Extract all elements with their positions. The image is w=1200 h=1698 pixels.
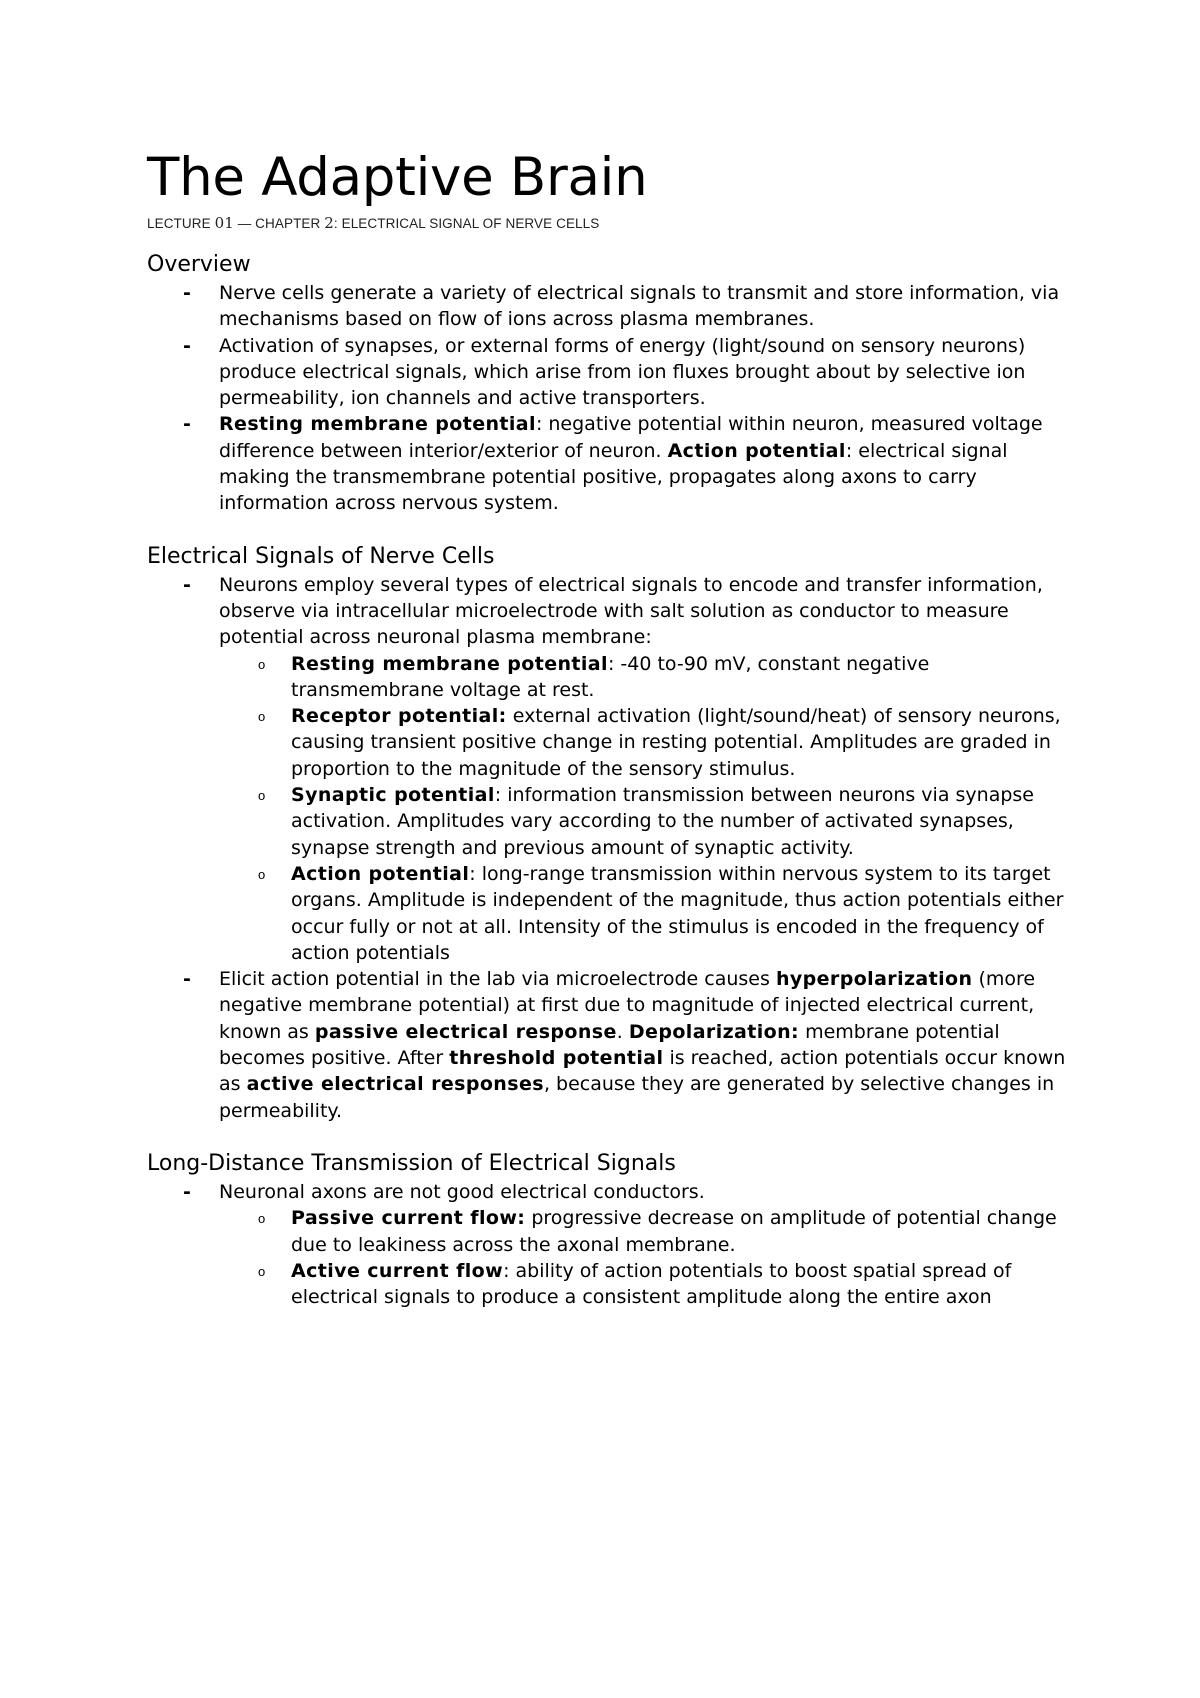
circle-bullet-icon: o [258,709,266,725]
term-depolarization: Depolarization: [628,1020,800,1043]
sub-list-item-text: : information transmission between neurons via synapse activation. Amplitudes vary according to the number of activated synapses, synapse strength and previous amount of synaptic activity. [291,784,1034,859]
document-subtitle [147,213,1067,234]
sub-list-item-text: : -40 to-90 mV, constant negative transmembrane voltage at rest. [291,652,930,701]
sub-bullet-list [219,1205,1067,1310]
list-item-text: Activation of synapses, or external forms of energy (light/sound on sensory neurons) produce electrical signals, which arise from ion fluxes brought about by selective ion permeability, ion channels and active transporters. [219,334,1026,410]
circle-bullet-icon: o [258,788,266,804]
subtitle-chapter-number: 2 [324,214,334,232]
sub-list-item [219,1258,1067,1311]
list-item-text: : electrical signal making the transmembrane potential positive, propagates along axons to carry information across nervous system. [219,439,1008,515]
circle-bullet-icon: o [258,1263,266,1279]
dash-bullet-icon: - [183,1180,191,1203]
sub-list-item-term: Action potential [291,862,470,885]
bullet-list [147,280,1067,517]
section-electrical-signals [147,542,1067,1124]
sub-list-item [219,703,1067,782]
list-item-text: membrane potential becomes positive. After [219,1020,1000,1070]
sub-list-item [219,861,1067,966]
dash-bullet-icon: - [183,968,191,991]
list-item-text: Elicit action potential in the lab via microelectrode causes [219,968,776,991]
list-item-text: Neurons employ several types of electrical signals to encode and transfer information, observe via intracellular microelectrode with salt solution as conductor to measure potential across neuronal plasma membrane: [219,573,1043,649]
list-item [147,1179,1067,1310]
list-item-text: is reached, action potentials occur known as [219,1047,1066,1096]
list-item [147,966,1067,1124]
list-item-text: Nerve cells generate a variety of electrical signals to transmit and store information, via mechanisms based on flow of ions across plasma membranes. [219,282,1060,331]
sub-bullet-list [219,651,1067,967]
section-long-distance-transmission [147,1149,1067,1310]
section-heading: Overview [147,252,251,277]
subtitle-chapter-title: : ELECTRICAL SIGNAL OF NERVE CELLS [333,216,600,231]
section-heading: Long-Distance Transmission of Electrical Signals [147,1150,676,1176]
sub-list-item-text: external activation (light/sound/heat) of sensory neurons, causing transient positive change in resting potential. Amplitudes are graded in proportion to the magnitude of the sensory stimulus. [291,705,1061,780]
sub-list-item-term: Synaptic potential [291,784,495,807]
sub-list-item [219,782,1067,861]
list-item-text: , because they are generated by selective changes in permeability. [219,1073,1055,1122]
sub-list-item-term: Passive current flow: [291,1207,526,1230]
circle-bullet-icon: o [258,656,266,672]
subtitle-chapter-label: — CHAPTER [233,216,325,231]
term-hyperpolarization: hyperpolarization [775,968,973,991]
list-item-text: Neuronal axons are not good electrical conductors. [219,1180,705,1203]
sub-list-item-text: : ability of action potentials to boost spatial spread of electrical signals to produce a consistent amplitude along the entire axon [291,1259,1012,1309]
section-overview [147,250,1067,517]
subtitle-lecture-label: LECTURE [147,216,215,231]
list-item [147,333,1067,412]
bullet-list [147,572,1067,1124]
dash-bullet-icon: - [183,573,191,596]
bullet-list [147,1179,1067,1310]
sub-list-item-text: progressive decrease on amplitude of potential change due to leakiness across the axonal membrane. [291,1207,1057,1256]
list-item-text: (more negative membrane potential) at first due to magnitude of injected electrical current, known as [219,968,1036,1043]
term-active-electrical-responses: active electrical responses [246,1073,544,1096]
document-title: The Adaptive Brain [147,147,648,208]
term-passive-electrical-response: passive electrical response [314,1020,617,1043]
term-threshold-potential: threshold potential [449,1047,664,1070]
term-action-potential: Action potential [667,439,846,462]
list-item-text: . [616,1020,629,1043]
sub-list-item-term: Receptor potential: [291,705,507,728]
list-item [147,280,1067,333]
sub-list-item [219,651,1067,704]
list-item [147,572,1067,966]
term-resting-membrane-potential: Resting membrane potential [219,413,536,436]
dash-bullet-icon: - [183,282,191,304]
dash-bullet-icon: - [183,334,191,357]
sub-list-item [219,1205,1067,1258]
list-item [147,411,1067,516]
list-item-text: : negative potential within neuron, measured voltage difference between interior/exterior of neuron. [219,413,1043,462]
sub-list-item-text: : long-range transmission within nervous system to its target organs. Amplitude is independent of the magnitude, thus action potentials either occur fully or not at all. Intensity of the stimulus is encoded in the frequency of action potentials [291,862,1064,964]
sub-list-item-term: Resting membrane potential [291,652,608,675]
sub-list-item-term: Active current flow [291,1259,504,1282]
dash-bullet-icon: - [183,413,191,436]
document-content [147,145,1067,1310]
circle-bullet-icon: o [258,1211,266,1227]
section-heading: Electrical Signals of Nerve Cells [147,543,495,569]
subtitle-lecture-number: 01 [214,214,234,232]
circle-bullet-icon: o [258,866,266,882]
